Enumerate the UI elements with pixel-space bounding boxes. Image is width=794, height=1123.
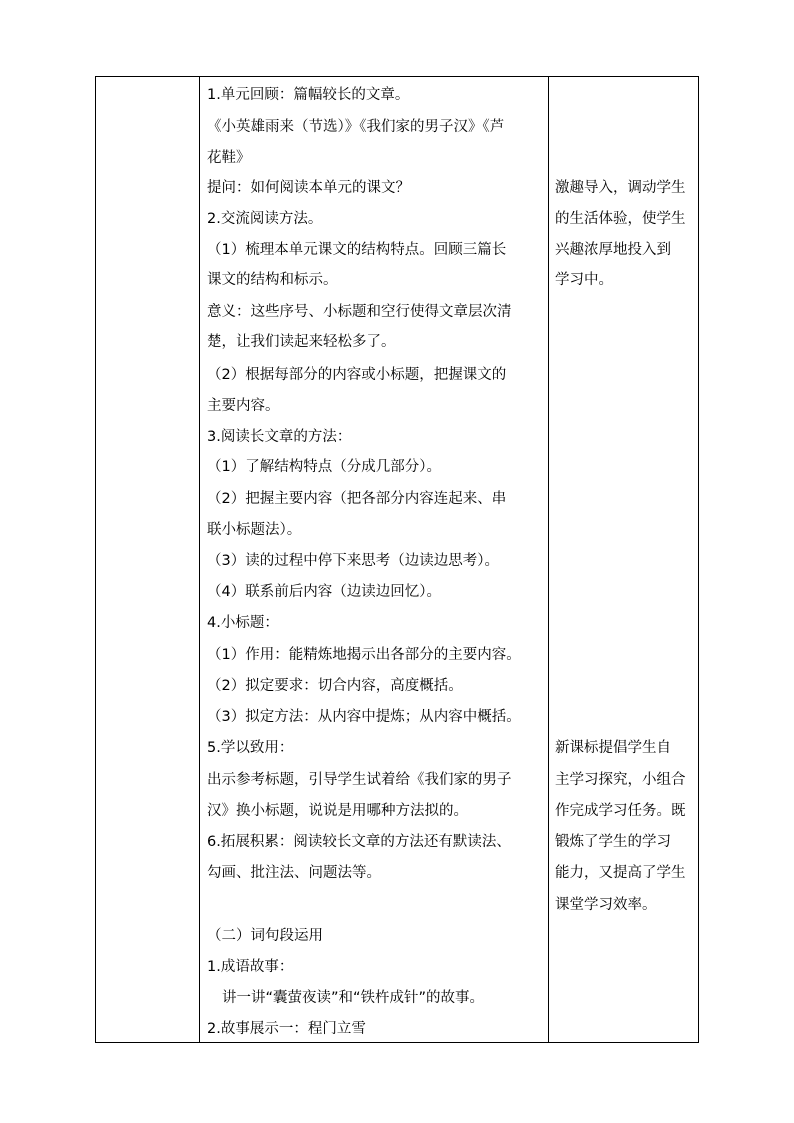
lesson-table xyxy=(95,76,699,1043)
main-line: 花鞋》 xyxy=(207,150,251,166)
main-line: 6.拓展积累：阅读较长文章的方法还有默读法、 xyxy=(207,834,511,850)
main-line: 联小标题法）。 xyxy=(207,522,302,538)
main-line: （2）根据每部分的内容或小标题，把握课文的 xyxy=(207,367,507,383)
note-line: 兴趣浓厚地投入到 xyxy=(555,242,671,258)
main-line: （2）拟定要求：切合内容，高度概括。 xyxy=(207,678,463,694)
main-line: 意义：这些序号、小标题和空行使得文章层次清 xyxy=(207,304,512,320)
note-line: 锻炼了学生的学习 xyxy=(555,834,671,850)
main-line: （1）梳理本单元课文的结构特点。回顾三篇长 xyxy=(207,242,507,258)
main-line: 1.成语故事： xyxy=(207,959,294,975)
main-line: 勾画、批注法、问题法等。 xyxy=(207,865,381,881)
main-line: 主要内容。 xyxy=(207,398,280,414)
main-line: 5.学以致用： xyxy=(207,740,294,756)
note-line: 能力，又提高了学生 xyxy=(555,865,686,881)
note-line: 作完成学习任务。既 xyxy=(555,803,686,819)
note-line: 新课标提倡学生自 xyxy=(555,740,671,756)
note-line: 课堂学习效率。 xyxy=(555,897,657,913)
main-line: 3.阅读长文章的方法： xyxy=(207,429,352,445)
main-line: 汉》换小标题，说说是用哪种方法拟的。 xyxy=(207,803,468,819)
main-line: 讲一讲“囊萤夜读”和“铁杵成针”的故事。 xyxy=(222,990,485,1006)
main-line: 4.小标题： xyxy=(207,615,279,631)
main-line: （1）了解结构特点（分成几部分）。 xyxy=(207,459,441,475)
main-line: 2.故事展示一：程门立雪 xyxy=(207,1021,366,1037)
teaching-process-column xyxy=(200,77,547,1042)
main-line: 出示参考标题，引导学生试着给《我们家的男子 xyxy=(207,772,512,788)
design-intent-column xyxy=(549,77,698,1042)
main-line: （3）拟定方法：从内容中提炼；从内容中概括。 xyxy=(207,709,521,725)
main-line: 课文的结构和标示。 xyxy=(207,272,338,288)
main-line: （1）作用：能精炼地揭示出各部分的主要内容。 xyxy=(207,647,521,663)
main-line: 1.单元回顾：篇幅较长的文章。 xyxy=(207,87,410,103)
main-line: （2）把握主要内容（把各部分内容连起来、串 xyxy=(207,491,507,507)
main-line: 2.交流阅读方法。 xyxy=(207,211,323,227)
main-line: （4）联系前后内容（边读边回忆）。 xyxy=(207,584,441,600)
note-line: 学习中。 xyxy=(555,272,613,288)
main-line: （3）读的过程中停下来思考（边读边思考）。 xyxy=(207,553,499,569)
main-line: 提问：如何阅读本单元的课文？ xyxy=(207,180,410,196)
note-line: 的生活体验，使学生 xyxy=(555,211,686,227)
note-line: 激趣导入，调动学生 xyxy=(555,180,686,196)
main-line: 《小英雄雨来（节选）》《我们家的男子汉》《芦 xyxy=(207,119,505,135)
section-heading: （二）词句段运用 xyxy=(207,928,323,944)
note-line: 主学习探究，小组合 xyxy=(555,772,686,788)
main-line: 楚，让我们读起来轻松多了。 xyxy=(207,334,396,350)
